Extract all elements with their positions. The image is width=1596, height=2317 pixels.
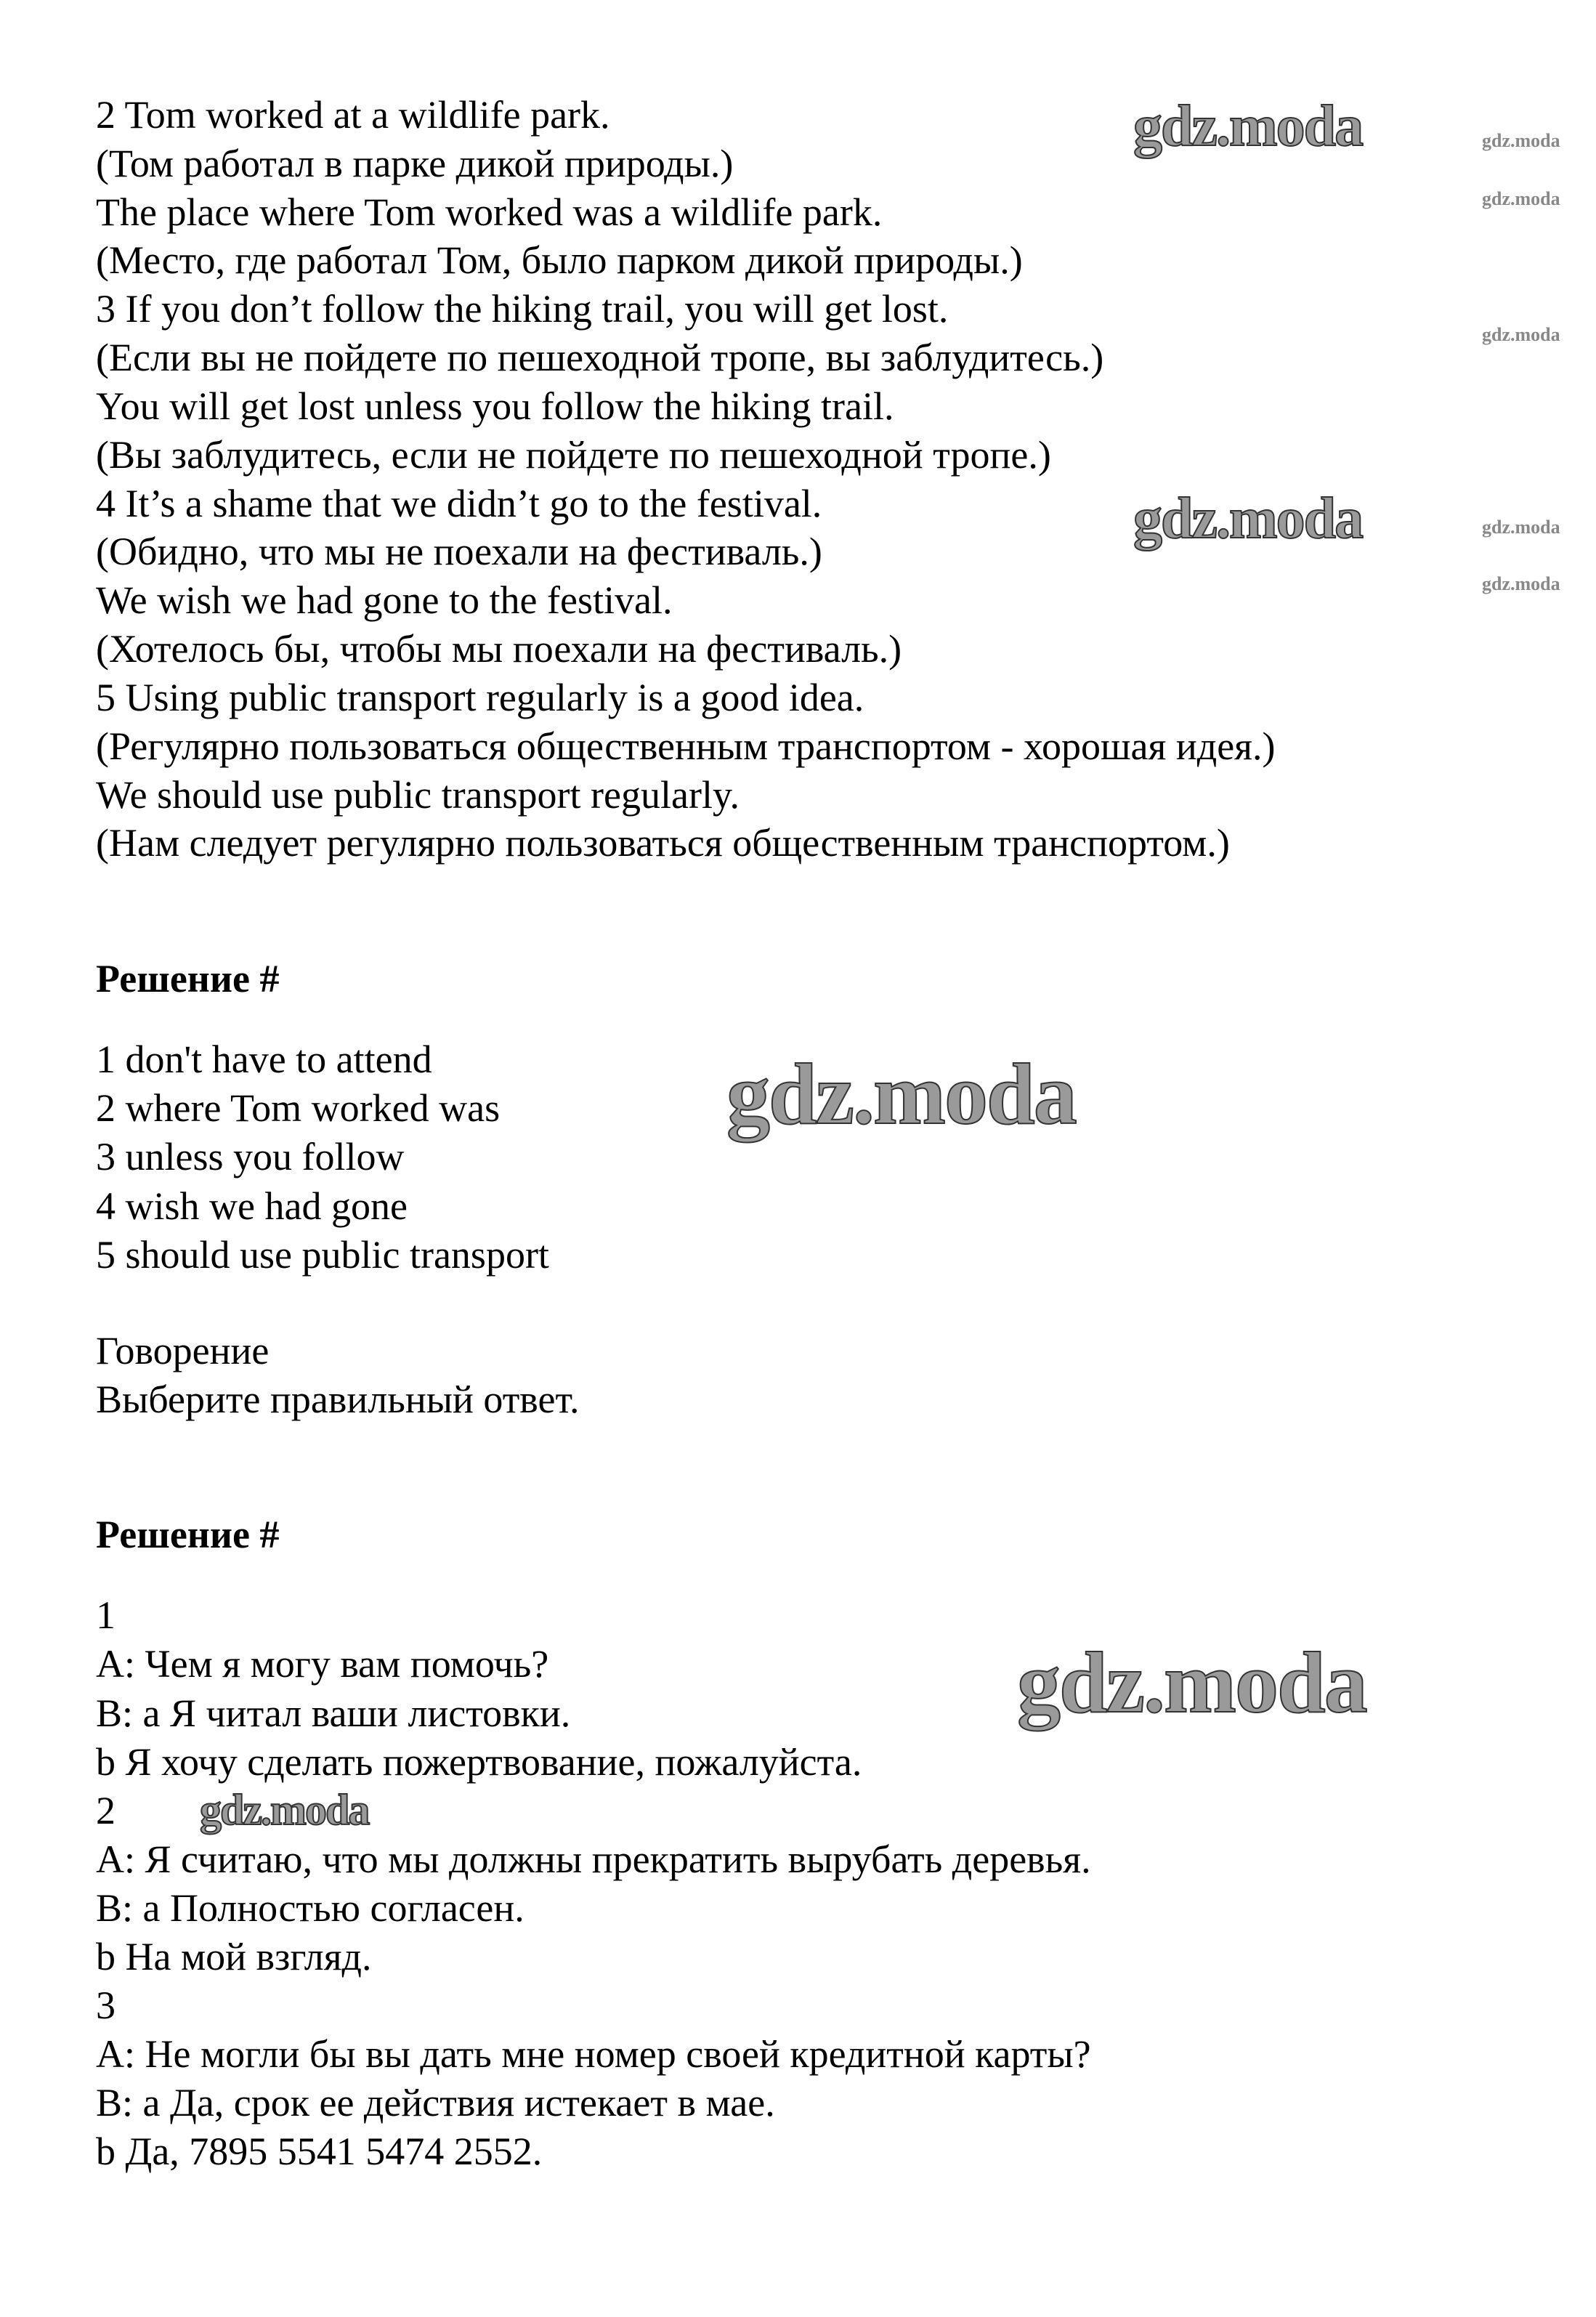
text-line: (Если вы не пойдете по пешеходной тропе, вы заблудитесь.) [96,336,1104,379]
text-line: Говорение [96,1329,270,1372]
text-line: 2 Tom worked at a wildlife park. [96,93,610,137]
watermark-small: gdz.moda [1482,573,1560,594]
text-line: B: a Да, срок ее действия истекает в мае. [96,2081,775,2124]
text-line: 2 where Tom worked was [96,1086,501,1130]
section-heading: Решение # [96,957,280,1000]
text-line: (Обидно, что мы не поехали на фестиваль.) [96,530,822,573]
text-line: 1 [96,1593,116,1637]
watermark: gdz.moda [1017,1634,1366,1731]
text-line: (Место, где работал Том, было парком дикой природы.) [96,238,1023,282]
text-line: B: a Я читал ваши листовки. [96,1691,571,1735]
text-line: 3 unless you follow [96,1135,405,1178]
section-heading: Решение # [96,1513,280,1556]
text-line: 2 [96,1789,116,1832]
watermark-small: gdz.moda [1482,130,1560,151]
watermark-small: gdz.moda [1482,517,1560,538]
text-line: Выберите правильный ответ. [96,1378,580,1421]
watermark: gdz.moda [200,1786,369,1834]
text-line: The place where Tom worked was a wildlife park. [96,190,883,234]
text-line: 4 It’s a shame that we didn’t go to the festival. [96,482,822,525]
text-line: (Вы заблудитесь, если не пойдете по пешеходной тропе.) [96,433,1051,477]
text-line: (Хотелось бы, чтобы мы поехали на фестиваль.) [96,627,902,671]
text-line: b Я хочу сделать пожертвование, пожалуйста. [96,1740,862,1784]
text-line: 4 wish we had gone [96,1184,408,1228]
text-line: We wish we had gone to the festival. [96,578,673,622]
text-line: (Нам следует регулярно пользоваться общественным транспортом.) [96,821,1230,865]
text-line: A: Я считаю, что мы должны прекратить вырубать деревья. [96,1837,1091,1881]
text-line: A: Не могли бы вы дать мне номер своей кредитной карты? [96,2032,1091,2076]
text-line: 3 If you don’t follow the hiking trail, you will get lost. [96,287,949,331]
text-line: 5 Using public transport regularly is a good idea. [96,676,864,719]
watermark: gdz.moda [1133,487,1363,551]
text-line: B: a Полностью согласен. [96,1886,524,1930]
text-line: 3 [96,1984,116,2027]
text-line: (Том работал в парке дикой природы.) [96,142,734,185]
text-line: b На мой взгляд. [96,1935,372,1978]
text-line: b Да, 7895 5541 5474 2552. [96,2130,543,2173]
text-line: We should use public transport regularly. [96,773,740,817]
text-line: 5 should use public transport [96,1233,549,1277]
watermark-small: gdz.moda [1482,188,1560,209]
text-line: 1 don't have to attend [96,1038,432,1081]
watermark: gdz.moda [1133,94,1363,158]
text-line: A: Чем я могу вам помочь? [96,1642,549,1686]
text-line: (Регулярно пользоваться общественным транспортом - хорошая идея.) [96,724,1276,768]
watermark: gdz.moda [726,1046,1076,1142]
text-line: You will get lost unless you follow the hiking trail. [96,384,894,428]
watermark-small: gdz.moda [1482,324,1560,345]
